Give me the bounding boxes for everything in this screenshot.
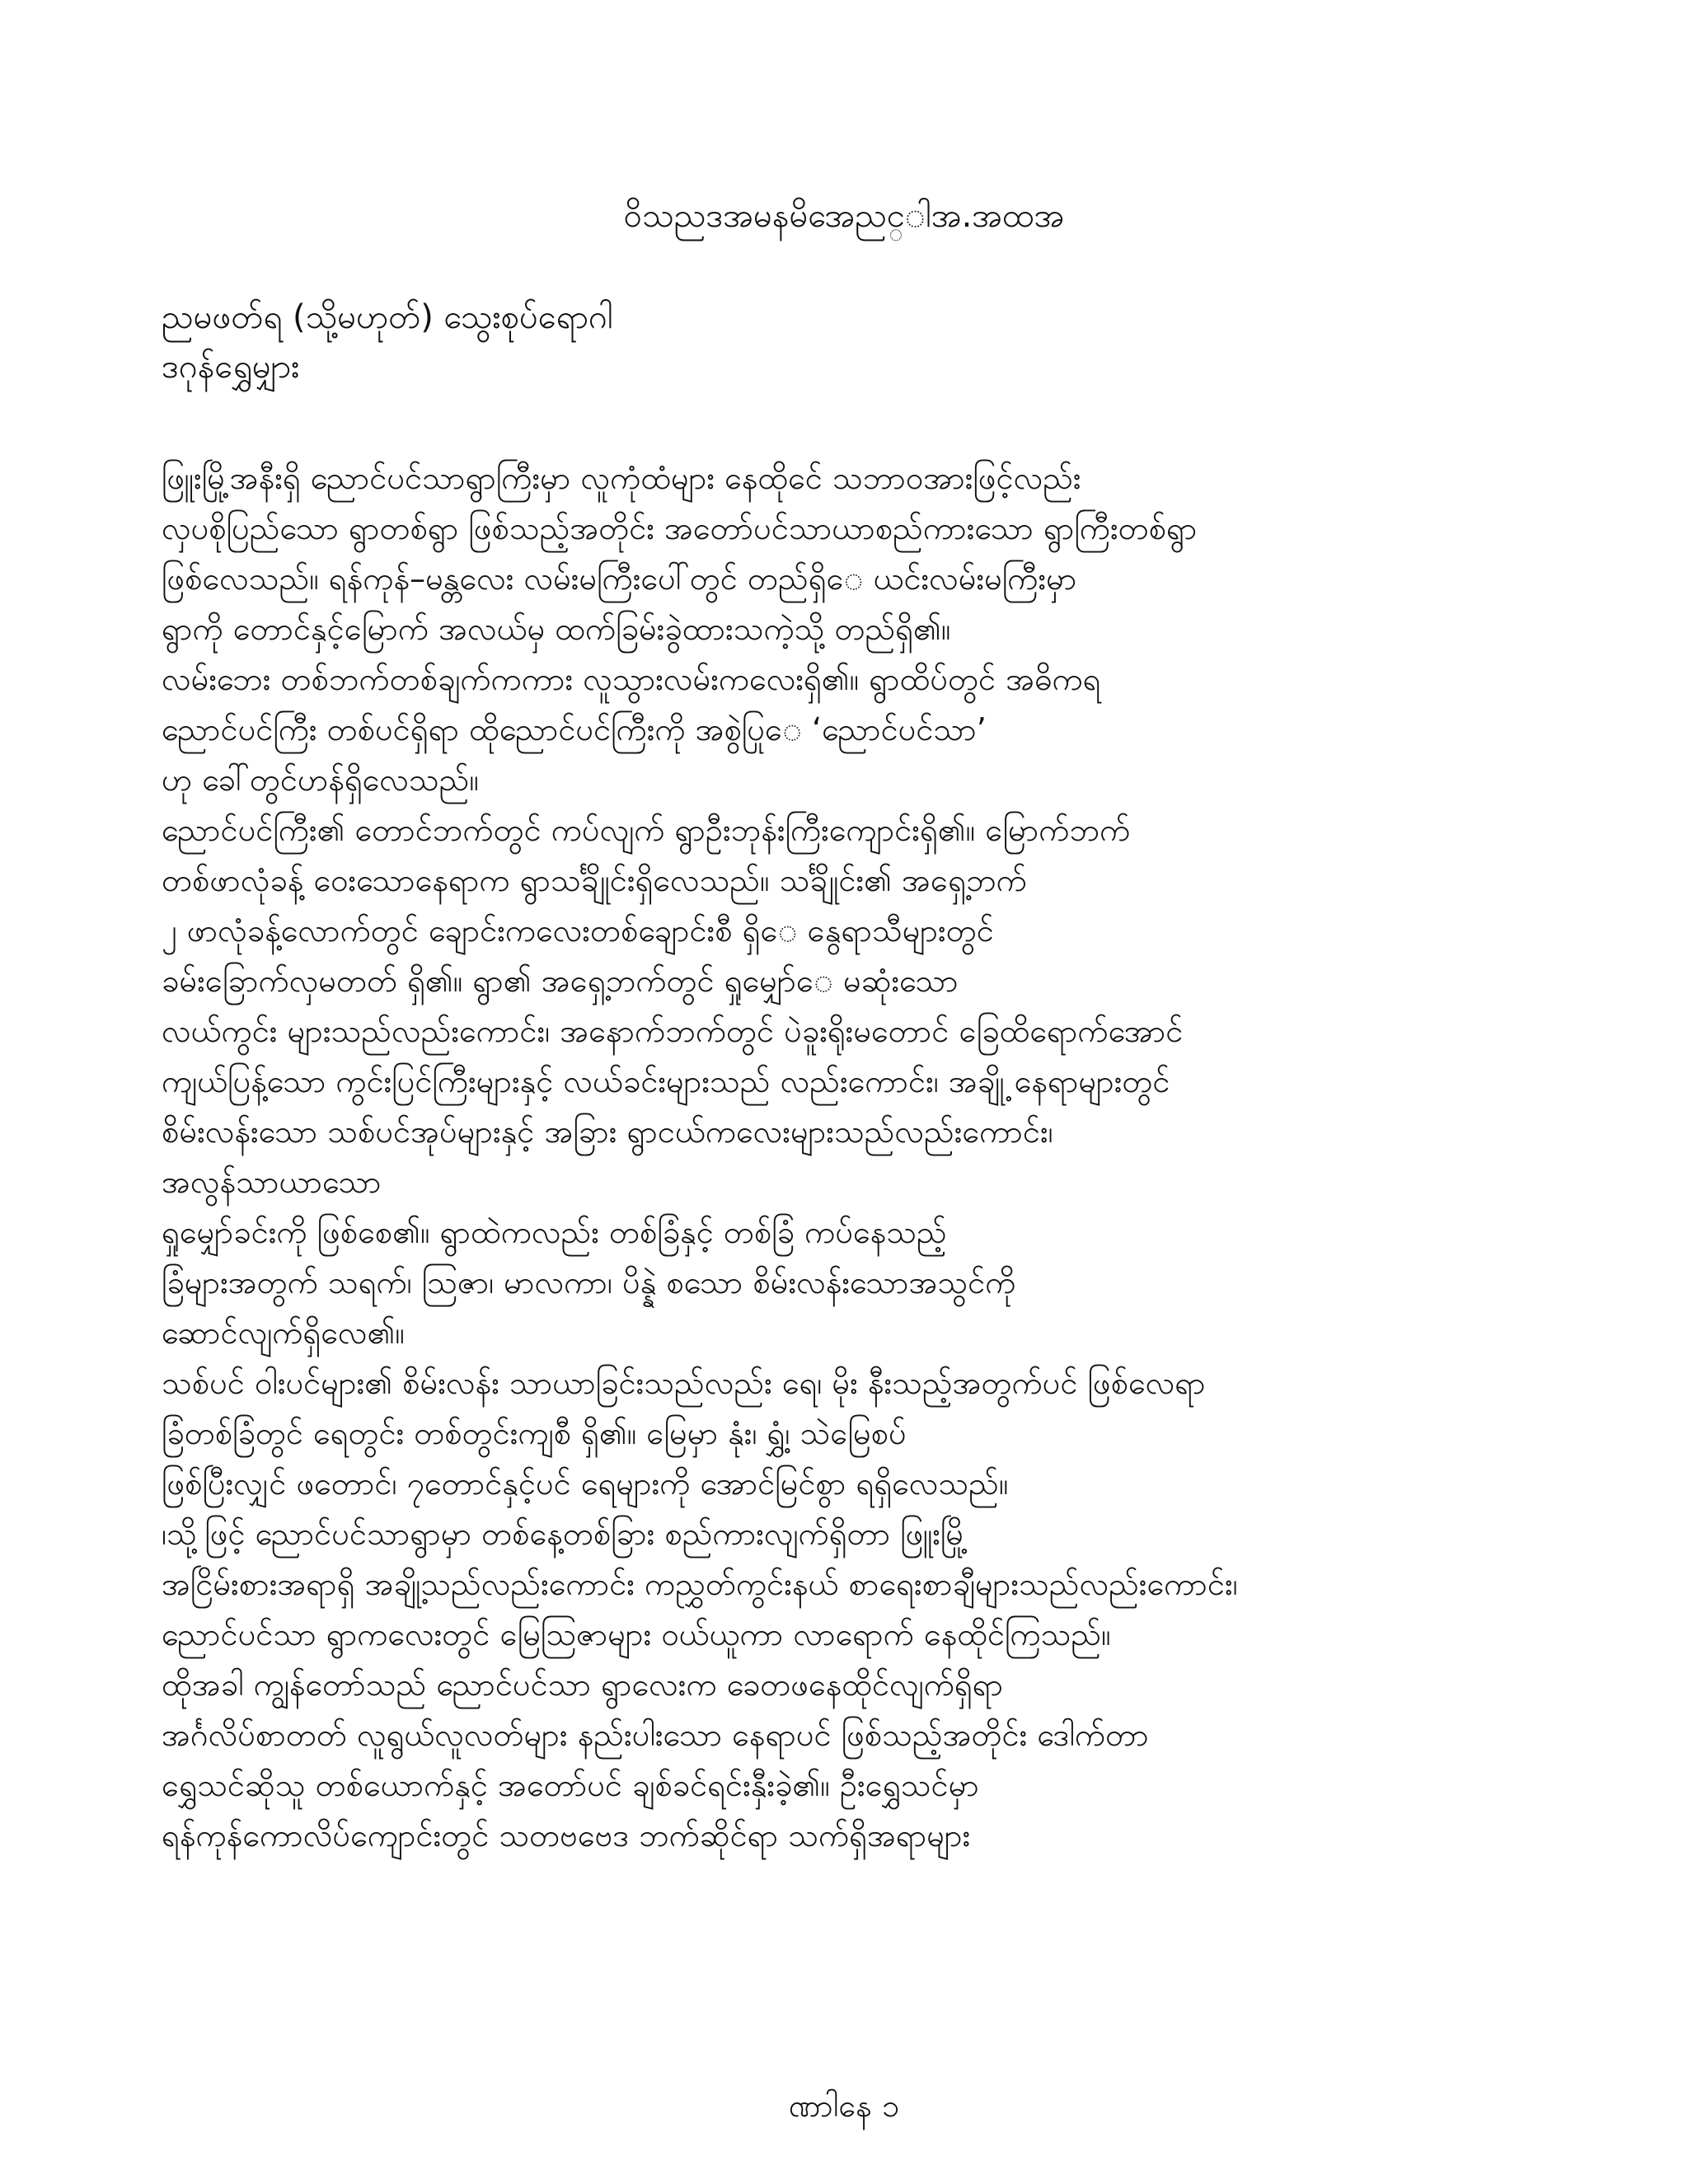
document-title: ဝိသညဒအမနမိအေညင္ါအ.အထအ xyxy=(623,197,1065,235)
body-line: ညောင်ပင်ကြီး တစ်ပင်ရှိရာ ထိုညောင်ပင်ကြီးကို အစွဲပြုေ ‘ညောင်ပင်သာ’ xyxy=(162,711,987,748)
body-line: လှပစိုပြည်သော ရွာတစ်ရွာ ဖြစ်သည့်အတိုင်း အတော်ပင်သာယာစည်ကားသော ရွာကြီးတစ်ရွာ xyxy=(162,510,1198,546)
body-line: တစ်ဖာလုံခန့် ဝေးသောနေရာက ရွာသင်္ချိုင်းရှိလေသည်။ သင်္ချိုင်း၏ အရှေ့ဘက် xyxy=(162,862,1027,898)
body-line: ၊သို့ဖြင့် ညောင်ပင်သာရွာမှာ တစ်နေ့တစ်ခြား စည်ကားလျက်ရှိတာ ဖြူးမြို့ xyxy=(162,1516,968,1552)
body-line: လမ်းဘေး တစ်ဘက်တစ်ချက်ကကား လူသွားလမ်းကလေးရှိ၏။ ရွာထိပ်တွင် အဓိကရ xyxy=(162,661,1101,697)
body-line: ကျယ်ပြန့်သော ကွင်းပြင်ကြီးများနှင့် လယ်ခင်းများသည် လည်းကောင်း၊ အချို့ နေရာများတွင် xyxy=(162,1063,1170,1099)
body-line: ခြံများအတွက် သရက်၊ သြဇာ၊ မာလကာ၊ ပိန္နဲ စသော စိမ်းလန်းသောအသွင်ကို xyxy=(162,1264,1016,1301)
document-byline xyxy=(162,293,613,391)
body-line: အလွန်သာယာသော xyxy=(162,1164,382,1200)
body-line: ဆောင်လျက်ရှိလေ၏။ xyxy=(162,1315,405,1351)
body-line: စိမ်းလန်းသော သစ်ပင်အုပ်များနှင့် အခြား ရွာငယ်ကလေးများသည်လည်းကောင်း၊ xyxy=(162,1113,1053,1150)
author-line: ညမဖတ်ရ (သို့မဟုတ်) သွေးစုပ်ရောဂါ xyxy=(162,298,613,336)
body-line: ရှုမျှော်ခင်းကို ဖြစ်စေ၏။ ရွာထဲကလည်း တစ်ခြံနှင့် တစ်ခြံ ကပ်နေသည့် xyxy=(162,1214,947,1250)
body-line: ညောင်ပင်ကြီး၏ တောင်ဘက်တွင် ကပ်လျက် ရွာဦးဘုန်းကြီးကျောင်းရှိ၏။ မြောက်ဘက် xyxy=(162,812,1131,848)
body-line: ညောင်ပင်သာ ရွာကလေးတွင် မြေသြဇာများ ဝယ်ယူကာ လာရောက် နေထိုင်ကြသည်။ xyxy=(162,1616,1111,1652)
body-line: ၂ ဖာလုံခန့်လောက်တွင် ချောင်းကလေးတစ်ချောင်းစီ ရှိေ နွေရာသီများတွင် xyxy=(162,912,994,949)
body-line: သစ်ပင် ဝါးပင်များ၏ စိမ်းလန်း သာယာခြင်းသည်လည်း ရေ၊ မိုး နီးသည့်အတွက်ပင် ဖြစ်လေရာ xyxy=(162,1365,1206,1401)
body-line: ရွှေသင်ဆိုသူ တစ်ယောက်နှင့် အတော်ပင် ချစ်ခင်ရင်းနှီးခဲ့၏။ ဦးရွှေသင်မှာ xyxy=(162,1767,979,1803)
body-line: ဖြစ်လေသည်။ ရန်ကုန်–မန္တလေး လမ်းမကြီးပေါ်တွင် တည်ရှိေ ယင်းလမ်းမကြီးမှာ xyxy=(162,560,1077,597)
translator-line: ဒဂုန်ရွှေမျှား xyxy=(162,348,300,386)
page-number: ဏာါနေ ၁ xyxy=(788,2088,900,2124)
body-line: ဖြူးမြို့အနီးရှိ ညောင်ပင်သာရွာကြီးမှာ လူကုံထံများ နေထိုင်ေ သဘာဝအားဖြင့်လည်း xyxy=(162,460,1081,496)
body-line: အင်္ဂလိပ်စာတတ် လူရွယ်လူလတ်များ နည်းပါးသော နေရာပင် ဖြစ်သည့်အတိုင်း ဒေါက်တာ xyxy=(162,1717,1149,1753)
body-line: ခြံတစ်ခြံတွင် ရေတွင်း တစ်တွင်းကျစီ ရှိ၏။ မြေမှာ နုံး၊ ရွှံ့၊ သဲမြေစပ် xyxy=(162,1415,907,1451)
body-line: ရန်ကုန်ကောလိပ်ကျောင်းတွင် သတဗဗေဒ ဘက်ဆိုင်ရာ သက်ရှိအရာများ xyxy=(162,1817,971,1854)
body-line: ဖြစ်ပြီးလျှင် ဖတောင်၊ ၇တောင်နှင့်ပင် ရေများကို အောင်မြင်စွာ ရရှိလေသည်။ xyxy=(162,1465,1009,1502)
body-line: အငြိမ်းစားအရာရှိ အချို့သည်လည်းကောင်း ကညွှတ်ကွင်းနယ် စာရေးစာချီများသည်လည်းကောင်း၊ xyxy=(162,1566,1238,1602)
body-text xyxy=(162,453,1530,1861)
body-line: လယ်ကွင်း များသည်လည်းကောင်း၊ အနောက်ဘက်တွင် ပဲခူးရိုးမတောင် ခြေထိရောက်အောင် xyxy=(162,1013,1184,1049)
body-line: ထိုအခါ ကျွန်တော်သည် ညောင်ပင်သာ ရွာလေးက ခေတဖနေထိုင်လျက်ရှိရာ xyxy=(162,1666,1004,1703)
body-line: ရွာကို တောင်နှင့်မြောက် အလယ်မှ ထက်ခြမ်းခွဲထားသကဲ့သို့ တည်ရှိ၏။ xyxy=(162,611,951,647)
body-line: ဟု ခေါ်တွင်ဟန်ရှိလေသည်။ xyxy=(162,762,479,798)
body-line: ခမ်းခြောက်လှမတတ် ရှိ၏။ ရွာ၏ အရှေ့ဘက်တွင် ရှုမျှော်ေ မဆုံးသော xyxy=(162,963,959,999)
